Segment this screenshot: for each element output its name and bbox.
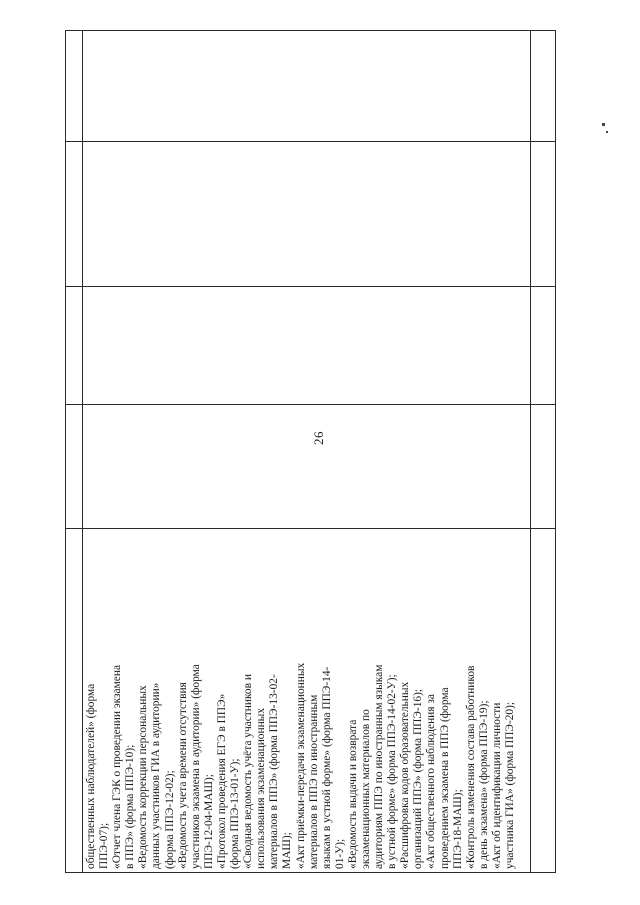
cell-line: «Отчет члена ГЭК о проведении экзамена (111, 664, 124, 869)
cell-line: (форма ППЭ-12-02); (163, 770, 176, 869)
cell-line: общественных наблюдателей» (форма (85, 683, 97, 869)
cell-line: «Акт об идентификации личности (490, 702, 503, 869)
cell-line: в ППЭ» (форма ППЭ-10); (124, 744, 137, 869)
cell-line: «Акт приёмки-передачи экзаменационных (294, 662, 307, 869)
table-border (82, 31, 83, 872)
cell-line: «Ведомость коррекции персональных (137, 685, 150, 869)
table-border (530, 31, 531, 872)
cell-line: ППЭ-18-МАШ); (451, 789, 464, 869)
table-border (66, 286, 555, 287)
cell-line: использования экзаменационных (255, 707, 268, 869)
cell-line: «Ведомость учета времени отсутствия (176, 682, 189, 869)
cell-line: языкам в устной форме» (форма ППЭ-14- (320, 666, 333, 869)
cell-line: участника ГИА» (форма ППЭ-20); (504, 701, 516, 869)
document-cell-text (85, 533, 517, 869)
table-grid (65, 30, 556, 873)
cell-line: «Акт общественного наблюдения за (425, 694, 438, 869)
cell-line: «Протокол проведения ЕГЭ в ППЭ» (215, 693, 228, 869)
cell-line: ППЭ-07); (98, 822, 111, 869)
cell-line: в устной форме» (форма ППЭ-14-02-У); (386, 674, 399, 869)
cell-line: материалов в ППЭ» (форма ППЭ-13-02- (268, 674, 281, 869)
cell-line: в день экзамена» (форма ППЭ-19); (477, 700, 490, 869)
table-border (66, 141, 555, 142)
document-cell (85, 533, 525, 869)
table-border (66, 528, 555, 529)
cell-line: экзаменационных материалов по (359, 709, 372, 869)
cell-line: «Ведомость выдачи и возврата (346, 719, 359, 869)
cell-line: данных участников ГИА в аудитории» (150, 682, 163, 869)
cell-line: материалов в ППЭ по иностранным (307, 694, 320, 869)
cell-line: (форма ППЭ-13-01-У); (229, 758, 242, 869)
table-border (66, 404, 555, 405)
page-number: 26 (311, 431, 326, 445)
cell-line: проведением экзамена в ППЭ (форма (438, 687, 451, 869)
cell-line: 01-У); (333, 838, 346, 869)
cell-line: «Сводная ведомость учёта участников и (242, 674, 255, 869)
cell-line: организаций ППЭ» (форма ППЭ-16); (412, 688, 425, 869)
cell-line: аудиториям ППЭ по иностранным языкам (373, 664, 386, 869)
scan-speck (606, 131, 608, 133)
scan-speck (602, 123, 605, 126)
cell-line: ППЭ-12-04-МАШ); (202, 774, 215, 869)
cell-line: «Контроль изменения состава работников (464, 665, 477, 869)
cell-line: МАШ); (281, 832, 294, 869)
cell-line: «Расшифровка кодов образовательных (399, 681, 412, 869)
cell-line: участников экзамена в аудитории» (форма (189, 664, 202, 869)
